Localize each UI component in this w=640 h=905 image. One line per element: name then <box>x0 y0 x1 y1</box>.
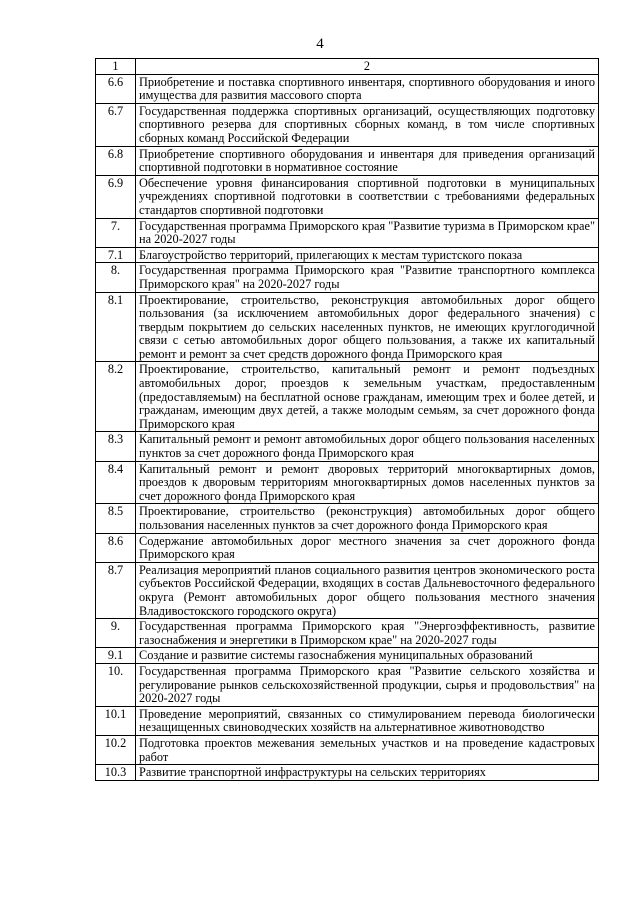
header-col-1: 1 <box>96 59 136 75</box>
row-text: Обеспечение уровня финансирования спортивной подготовки в муниципальных учреждениях спортивной подготовки в соответствии с требованиями федеральных стандартов спортивной подготовки <box>136 175 599 218</box>
row-number: 6.8 <box>96 146 136 175</box>
row-number: 10. <box>96 663 136 706</box>
row-number: 9.1 <box>96 648 136 664</box>
program-table <box>95 58 599 781</box>
row-text: Реализация мероприятий планов социального развития центров экономического роста субъектов Российской Федерации, входящих в состав Дальневосточного федерального округа (Ремонт автомобильных дорог общего пользования местного значения Владивостокского городского округа) <box>136 562 599 618</box>
row-text: Государственная программа Приморского края "Энергоэффективность, развитие газоснабжения и энергетики в Приморском крае" на 2020-2027 годы <box>136 619 599 648</box>
row-text: Приобретение и поставка спортивного инвентаря, спортивного оборудования и иного имущества для развития массового спорта <box>136 74 599 103</box>
row-text: Подготовка проектов межевания земельных участков и на проведение кадастровых работ <box>136 735 599 764</box>
row-text: Развитие транспортной инфраструктуры на сельских территориях <box>136 765 599 781</box>
table-row <box>96 218 599 247</box>
table-row <box>96 735 599 764</box>
row-number: 7.1 <box>96 247 136 263</box>
table-row <box>96 619 599 648</box>
row-text: Приобретение спортивного оборудования и инвентаря для приведения организаций спортивной подготовки в нормативное состояние <box>136 146 599 175</box>
row-text: Государственная поддержка спортивных организаций, осуществляющих подготовку спортивного резерва для спортивных сборных команд, в том числе спортивных сборных команд Российской Федерации <box>136 103 599 146</box>
row-text: Проектирование, строительство, реконструкция автомобильных дорог общего пользования (за исключением автомобильных дорог федерального значения) с твердым покрытием до сельских населенных пунктов, не имеющих круглогодичной связи с сетью автомобильных дорог общего пользования, а также их капитальный ремонт и ремонт за счет средств дорожного фонда Приморского края <box>136 292 599 362</box>
row-text: Капитальный ремонт и ремонт автомобильных дорог общего пользования населенных пунктов за счет дорожного фонда Приморского края <box>136 432 599 461</box>
table-row <box>96 765 599 781</box>
table-row <box>96 292 599 362</box>
table-row <box>96 648 599 664</box>
table-row <box>96 74 599 103</box>
table-row <box>96 562 599 618</box>
row-text: Содержание автомобильных дорог местного значения за счет дорожного фонда Приморского края <box>136 533 599 562</box>
row-number: 10.1 <box>96 706 136 735</box>
row-number: 8.7 <box>96 562 136 618</box>
row-text: Благоустройство территорий, прилегающих к местам туристского показа <box>136 247 599 263</box>
program-table-body <box>96 59 599 781</box>
table-row <box>96 533 599 562</box>
row-text: Создание и развитие системы газоснабжения муниципальных образований <box>136 648 599 664</box>
table-row <box>96 146 599 175</box>
row-number: 6.9 <box>96 175 136 218</box>
row-text: Государственная программа Приморского края "Развитие транспортного комплекса Приморского края" на 2020-2027 годы <box>136 263 599 292</box>
table-row <box>96 504 599 533</box>
row-number: 8. <box>96 263 136 292</box>
row-number: 6.7 <box>96 103 136 146</box>
row-number: 8.4 <box>96 461 136 504</box>
page-number: 4 <box>316 36 324 52</box>
row-text: Проектирование, строительство, капитальный ремонт и ремонт подъездных автомобильных дорог, проездов к земельным участкам, предоставленным (предоставляемым) на бесплатной основе гражданам, имеющим трех и более детей, и гражданам, имеющим двух детей, а также молодым семьям, за счет дорожного фонда Приморского края <box>136 362 599 432</box>
table-row <box>96 362 599 432</box>
row-text: Проведение мероприятий, связанных со стимулированием перевода биологически незащищенных свиноводческих хозяйств на альтернативное животноводство <box>136 706 599 735</box>
table-header-row <box>96 59 599 75</box>
row-number: 8.6 <box>96 533 136 562</box>
table-row <box>96 263 599 292</box>
row-text: Государственная программа Приморского края "Развитие туризма в Приморском крае" на 2020-2027 годы <box>136 218 599 247</box>
row-number: 8.1 <box>96 292 136 362</box>
row-number: 9. <box>96 619 136 648</box>
table-row <box>96 461 599 504</box>
row-number: 7. <box>96 218 136 247</box>
row-number: 6.6 <box>96 74 136 103</box>
row-text: Проектирование, строительство (реконструкция) автомобильных дорог общего пользования населенных пунктов за счет дорожного фонда Приморского края <box>136 504 599 533</box>
row-number: 8.2 <box>96 362 136 432</box>
table-row <box>96 706 599 735</box>
table-row <box>96 432 599 461</box>
row-text: Капитальный ремонт и ремонт дворовых территорий многоквартирных домов, проездов к дворовым территориям многоквартирных домов населенных пунктов за счет дорожного фонда Приморского края <box>136 461 599 504</box>
row-text: Государственная программа Приморского края "Развитие сельского хозяйства и регулирование рынков сельскохозяйственной продукции, сырья и продовольствия" на 2020-2027 годы <box>136 663 599 706</box>
row-number: 8.5 <box>96 504 136 533</box>
table-row <box>96 247 599 263</box>
header-col-2: 2 <box>136 59 599 75</box>
row-number: 10.3 <box>96 765 136 781</box>
row-number: 8.3 <box>96 432 136 461</box>
row-number: 10.2 <box>96 735 136 764</box>
table-row <box>96 663 599 706</box>
table-row <box>96 175 599 218</box>
table-row <box>96 103 599 146</box>
